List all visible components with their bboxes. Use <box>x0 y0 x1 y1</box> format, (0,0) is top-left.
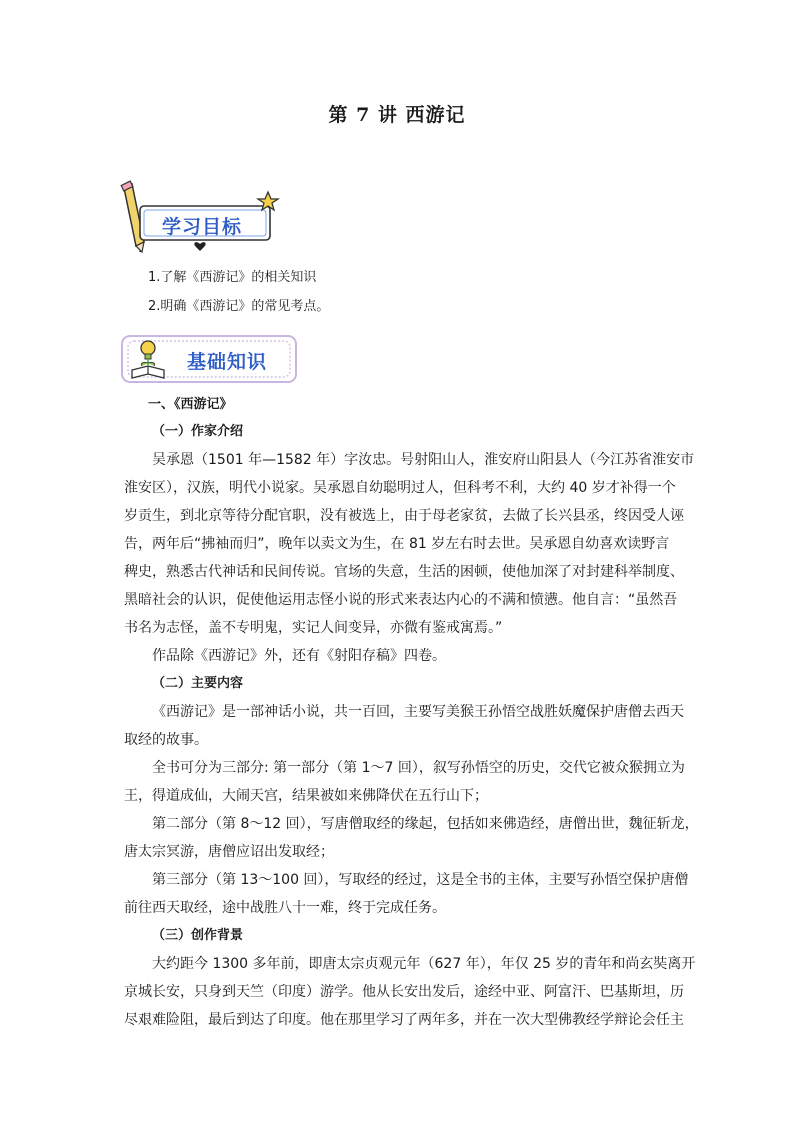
text-line: 尽艰难险阻，最后到达了印度。他在那里学习了两年多，并在一次大型佛教经学辩论会任主 <box>124 1012 684 1028</box>
text-line: 全书可分为三部分: 第一部分（第 1～7 回），叙写孙悟空的历史，交代它被众猴拥立为 <box>152 760 685 776</box>
subsection-heading: （一）作家介绍 <box>152 424 244 439</box>
text-line: 岁贡生，到北京等待分配官职，没有被选上，由于母老家贫，去做了长兴县丞，终因受人诬 <box>124 508 684 524</box>
paragraph: 作品除《西游记》外，还有《射阳存稿》四卷。 <box>152 648 446 664</box>
basic-knowledge-banner <box>120 330 300 388</box>
paragraph <box>124 950 696 1034</box>
learning-goals-label: 学习目标 <box>162 216 243 238</box>
text-line: 《西游记》是一部神话小说，共一百回，主要写美猴王孙悟空战胜妖魔保护唐僧去西天 <box>152 704 684 720</box>
text-line: 前往西天取经，途中战胜八十一难，终于完成任务。 <box>124 900 446 916</box>
text-line: 京城长安，只身到天竺（印度）游学。他从长安出发后，途经中亚、阿富汗、巴基斯坦，历 <box>124 984 684 1000</box>
text-line: 取经的故事。 <box>124 732 208 748</box>
text-line: 告，两年后“拂袖而归”，晚年以卖文为生，在 81 岁左右时去世。吴承恩自幼喜欢读野言 <box>124 536 670 552</box>
subsection-heading: （三）创作背景 <box>152 928 244 943</box>
text-line: 第二部分（第 8～12 回），写唐僧取经的缘起，包括如来佛造经，唐僧出世，魏征斩龙， <box>152 816 699 832</box>
section-heading: 一、《西游记》 <box>148 397 233 412</box>
paragraph <box>124 810 699 866</box>
learning-goals-banner <box>118 180 288 255</box>
paragraph <box>124 446 695 642</box>
text-line: 黑暗社会的认识，促使他运用志怪小说的形式来表达内心的不满和愤懑。他自言：“虽然吾 <box>124 592 678 608</box>
main-content <box>124 390 699 1034</box>
text-line: 吴承恩（1501 年—1582 年）字汝忠。号射阳山人，淮安府山阳县人（今江苏省淮安市 <box>152 452 695 468</box>
paragraph <box>124 698 684 754</box>
text-line: 第三部分（第 13～100 回），写取经的经过，这是全书的主体，主要写孙悟空保护唐僧 <box>152 872 689 888</box>
goal-list <box>148 263 329 321</box>
subsection-heading: （二）主要内容 <box>152 676 244 691</box>
lightbulb-icon <box>141 341 155 366</box>
text-line: 稗史，熟悉古代神话和民间传说。官场的失意，生活的困顿，使他加深了对封建科举制度、 <box>124 564 684 580</box>
paragraph <box>124 754 685 810</box>
text-line: 唐太宗冥游，唐僧应诏出发取经； <box>124 844 334 860</box>
heart-icon <box>194 242 205 251</box>
text-line: 大约距今 1300 多年前，即唐太宗贞观元年（627 年），年仅 25 岁的青年和尚玄奘离开 <box>152 956 696 972</box>
goal-item: 2.明确《西游记》的常见考点。 <box>148 299 330 314</box>
goal-item: 1.了解《西游记》的相关知识 <box>148 270 317 285</box>
page-title: 第 7 讲 西游记 <box>328 104 466 126</box>
text-line: 淮安区），汉族，明代小说家。吴承恩自幼聪明过人，但科考不利，大约 40 岁才补得一个 <box>124 480 676 496</box>
paragraph <box>124 866 689 922</box>
text-line: 王，得道成仙，大闹天宫，结果被如来佛降伏在五行山下； <box>124 788 488 804</box>
basic-knowledge-label: 基础知识 <box>187 351 268 373</box>
text-line: 书名为志怪，盖不专明鬼，实记人间变异，亦微有鉴戒寓焉。” <box>124 620 503 636</box>
